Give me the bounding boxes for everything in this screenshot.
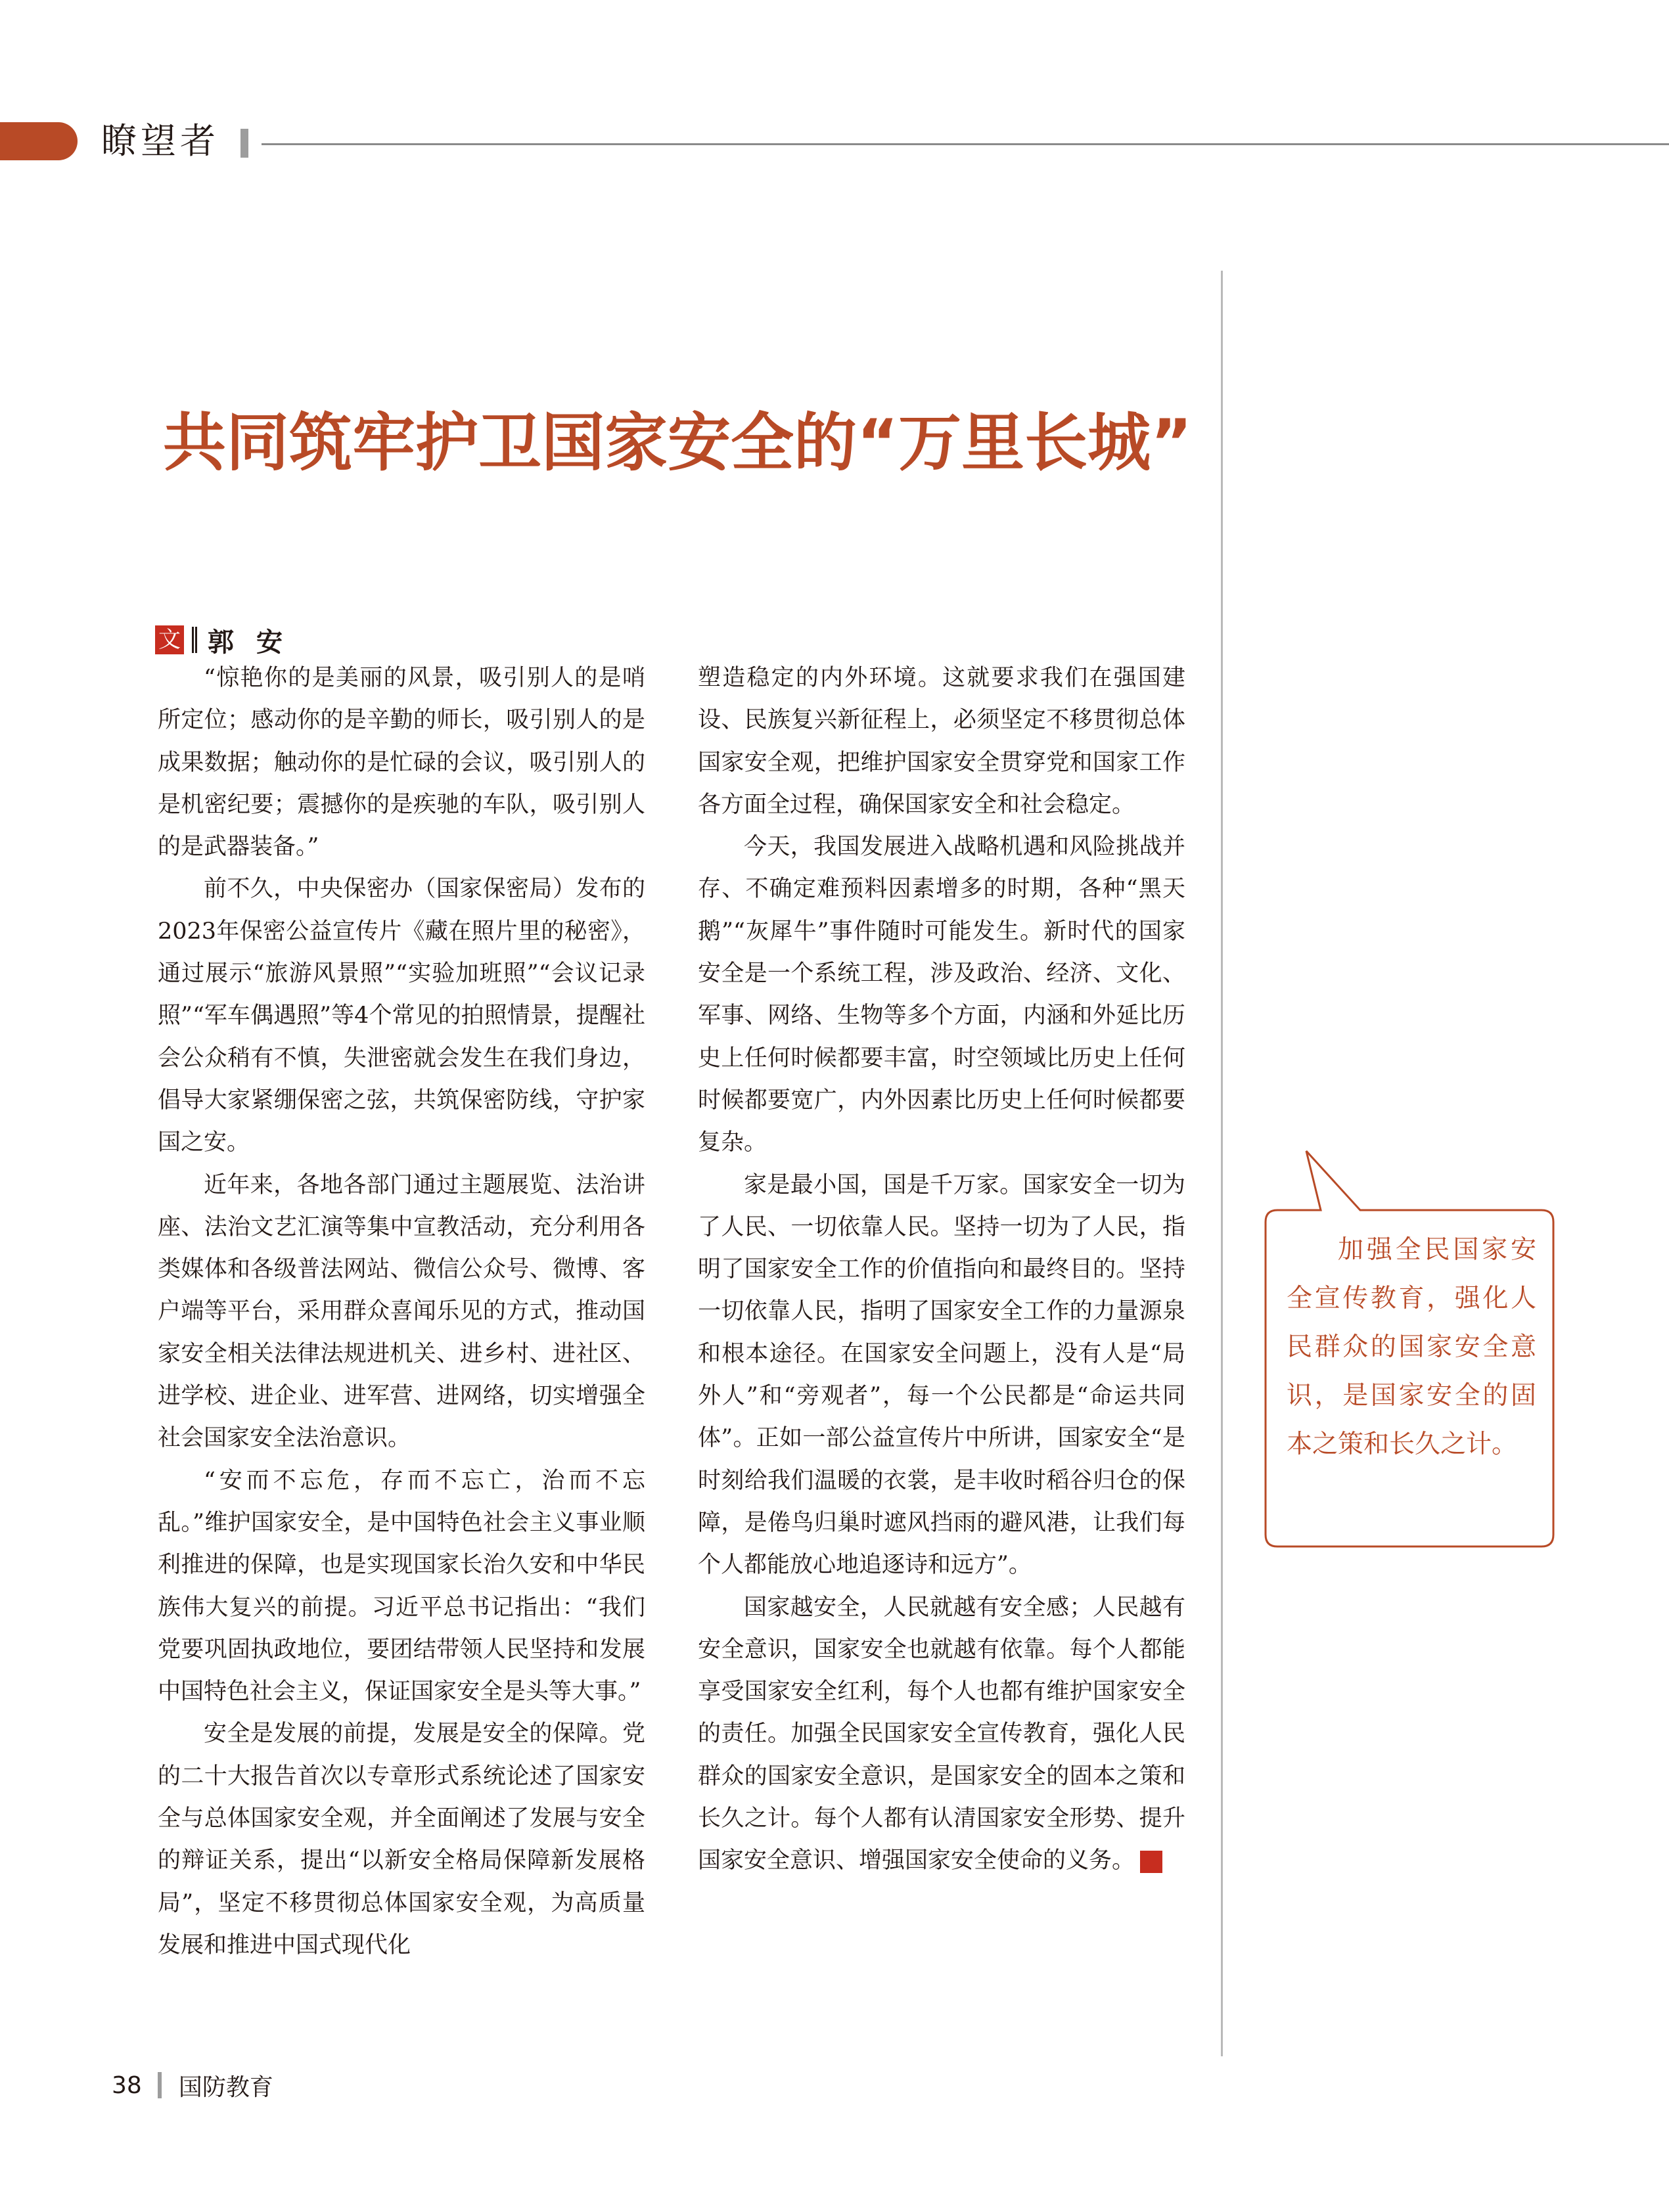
paragraph: “安而不忘危，存而不忘亡，治而不忘乱。”维护国家安全，是中国特色社会主义事业顺利推进的保障，也是实现国家长治久安和中华民族伟大复兴的前提。习近平总书记指出：“我们党要巩固执政地位，要团结带领人民坚持和发展中国特色社会主义，保证国家安全是头等大事。” <box>158 1467 645 1705</box>
paragraph: 今天，我国发展进入战略机遇和风险挑战并存、不确定难预料因素增多的时期，各种“黑天鹅”“灰犀牛”事件随时可能发生。新时代的国家安全是一个系统工程，涉及政治、经济、文化、军事、网络、生物等多个方面，内涵和外延比历史上任何时候都要丰富，时空领域比历史上任何时候都要宽广，内外因素比历史上任何时候都要复杂。 <box>698 834 1185 1156</box>
paragraph: 近年来，各地各部门通过主题展览、法治讲座、法治文艺汇演等集中宣教活动，充分利用各类媒体和各级普法网站、微信公众号、微博、客户端等平台，采用群众喜闻乐见的方式，推动国家安全相关法律法规进机关、进乡村、进社区、进学校、进企业、进军营、进网络，切实增强全社会国家安全法治意识。 <box>158 1171 645 1452</box>
byline-separator <box>192 627 197 653</box>
column-right <box>698 657 1202 1882</box>
paragraph: “惊艳你的是美丽的风景，吸引别人的是哨所定位；感动你的是辛勤的师长，吸引别人的是成果数据；触动你的是忙碌的会议，吸引别人的是机密纪要；震撼你的是疾驰的车队，吸引别人的是武器装备。” <box>158 665 645 861</box>
publication-name: 国防教育 <box>178 2073 273 2101</box>
paragraph-final-text: 国家越安全，人民就越有安全感；人民越有安全意识，国家安全也就越有依靠。每个人都能享受国家安全红利，每个人也都有维护国家安全的责任。加强全民国家安全宣传教育，强化人民群众的国家安全意识，是国家安全的固本之策和长久之计。每个人都有认清国家安全形势、提升国家安全意识、增强国家安全使命的义务。 <box>698 1594 1185 1874</box>
section-label: 瞭望者 <box>101 120 219 162</box>
paragraph: 家是最小国，国是千万家。国家安全一切为了人民、一切依靠人民。坚持一切为了人民，指明了国家安全工作的价值指向和最终目的。坚持一切依靠人民，指明了国家安全工作的力量源泉和根本途径。在国家安全问题上，没有人是“局外人”和“旁观者”，每一个公民都是“命运共同体”。正如一部公益宣传片中所讲，国家安全“是时刻给我们温暖的衣裳，是丰收时稻谷归仓的保障，是倦鸟归巢时遮风挡雨的避风港，让我们每个人都能放心地追逐诗和远方”。 <box>698 1171 1185 1579</box>
paragraph-final <box>698 1587 1202 1882</box>
author-badge-icon: 文 <box>155 625 184 654</box>
article-title: 共同筑牢护卫国家安全的“万里长城” <box>163 406 1193 480</box>
paragraph: 安全是发展的前提，发展是安全的保障。党的二十大报告首次以专章形式系统论述了国家安全与总体国家安全观，并全面阐述了发展与安全的辩证关系，提出“以新安全格局保障新发展格局”，坚定不移贯彻总体国家安全观，为高质量发展和推进中国式现代化 <box>158 1721 645 1958</box>
author-name: 郭安 <box>208 627 305 658</box>
paragraph-continued: 塑造稳定的内外环境。这就要求我们在强国建设、民族复兴新征程上，必须坚定不移贯彻总体国家安全观，把维护国家安全贯穿党和国家工作各方面全过程，确保国家安全和社会稳定。 <box>698 665 1185 818</box>
column-left <box>158 657 645 1966</box>
column-divider <box>1221 271 1223 2056</box>
byline <box>155 620 305 660</box>
page-footer <box>112 2067 273 2104</box>
section-tab <box>0 122 78 160</box>
paragraph: 前不久，中央保密办（国家保密局）发布的2023年保密公益宣传片《藏在照片里的秘密》，通过展示“旅游风景照”“实验加班照”“会议记录照”“军车偶遇照”等4个常见的拍照情景，提醒社会公众稍有不慎，失泄密就会发生在我们身边，倡导大家紧绷保密之弦，共筑保密防线，守护家国之安。 <box>158 876 645 1156</box>
footer-separator <box>158 2072 162 2098</box>
header-rule <box>262 143 1669 145</box>
section-separator <box>240 129 248 158</box>
end-mark-icon: G <box>1140 1851 1162 1873</box>
pull-quote-text: 加强全民国家安全宣传教育，强化人民群众的国家安全意识，是国家安全的固本之策和长久之计。 <box>1287 1235 1536 1459</box>
page-number: 38 <box>112 2071 142 2099</box>
